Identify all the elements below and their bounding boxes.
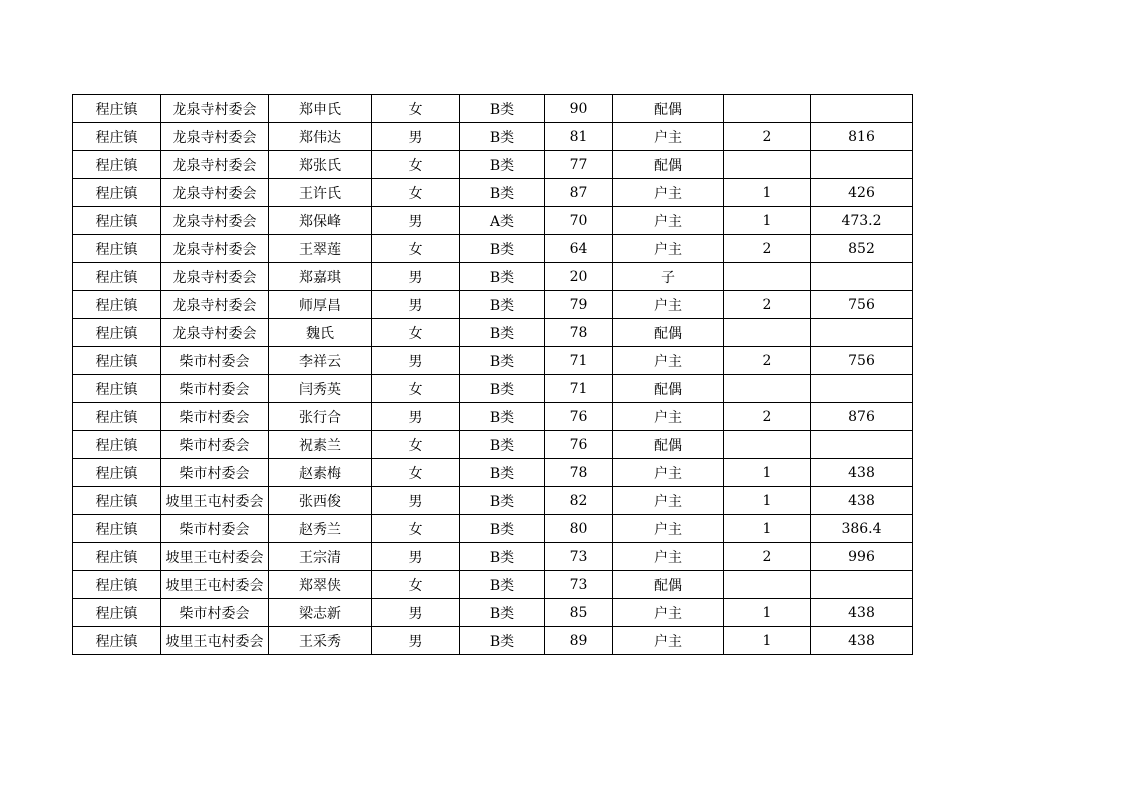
relation-cell: 户主 [613, 543, 724, 571]
amount-cell: 996 [811, 543, 913, 571]
amount-cell: 816 [811, 123, 913, 151]
table-body [73, 95, 913, 655]
name-cell: 张西俊 [269, 487, 372, 515]
table-row [73, 487, 913, 515]
amount-cell: 438 [811, 459, 913, 487]
household-count-cell [724, 375, 811, 403]
household-count-cell: 2 [724, 235, 811, 263]
category-cell: B类 [460, 403, 545, 431]
village-cell: 龙泉寺村委会 [161, 319, 269, 347]
household-count-cell: 1 [724, 627, 811, 655]
table-row [73, 431, 913, 459]
name-cell: 张行合 [269, 403, 372, 431]
relation-cell: 户主 [613, 347, 724, 375]
name-cell: 郑翠侠 [269, 571, 372, 599]
gender-cell: 女 [372, 571, 460, 599]
name-cell: 魏氏 [269, 319, 372, 347]
town-cell: 程庄镇 [73, 431, 161, 459]
relation-cell: 户主 [613, 459, 724, 487]
table-row [73, 375, 913, 403]
name-cell: 郑嘉琪 [269, 263, 372, 291]
age-cell: 82 [545, 487, 613, 515]
town-cell: 程庄镇 [73, 123, 161, 151]
age-cell: 70 [545, 207, 613, 235]
village-cell: 龙泉寺村委会 [161, 151, 269, 179]
relation-cell: 户主 [613, 487, 724, 515]
amount-cell: 852 [811, 235, 913, 263]
category-cell: B类 [460, 571, 545, 599]
category-cell: B类 [460, 319, 545, 347]
name-cell: 祝素兰 [269, 431, 372, 459]
relation-cell: 配偶 [613, 571, 724, 599]
household-count-cell: 2 [724, 347, 811, 375]
household-count-cell: 1 [724, 459, 811, 487]
village-cell: 柴市村委会 [161, 403, 269, 431]
table-row [73, 151, 913, 179]
gender-cell: 男 [372, 347, 460, 375]
name-cell: 李祥云 [269, 347, 372, 375]
town-cell: 程庄镇 [73, 179, 161, 207]
village-cell: 坡里王屯村委会 [161, 571, 269, 599]
name-cell: 闫秀英 [269, 375, 372, 403]
amount-cell [811, 95, 913, 123]
relation-cell: 配偶 [613, 431, 724, 459]
table-row [73, 571, 913, 599]
amount-cell: 386.4 [811, 515, 913, 543]
age-cell: 76 [545, 403, 613, 431]
town-cell: 程庄镇 [73, 347, 161, 375]
household-count-cell [724, 151, 811, 179]
town-cell: 程庄镇 [73, 627, 161, 655]
name-cell: 郑保峰 [269, 207, 372, 235]
relation-cell: 户主 [613, 291, 724, 319]
table-row [73, 543, 913, 571]
village-cell: 龙泉寺村委会 [161, 263, 269, 291]
household-count-cell: 2 [724, 403, 811, 431]
amount-cell [811, 375, 913, 403]
household-count-cell [724, 95, 811, 123]
gender-cell: 男 [372, 599, 460, 627]
village-cell: 龙泉寺村委会 [161, 179, 269, 207]
gender-cell: 女 [372, 515, 460, 543]
table-row [73, 95, 913, 123]
name-cell: 王翠莲 [269, 235, 372, 263]
gender-cell: 男 [372, 627, 460, 655]
category-cell: B类 [460, 291, 545, 319]
age-cell: 73 [545, 543, 613, 571]
household-count-cell: 2 [724, 543, 811, 571]
age-cell: 79 [545, 291, 613, 319]
data-table [72, 94, 913, 655]
amount-cell: 438 [811, 599, 913, 627]
relation-cell: 户主 [613, 235, 724, 263]
town-cell: 程庄镇 [73, 487, 161, 515]
age-cell: 85 [545, 599, 613, 627]
village-cell: 龙泉寺村委会 [161, 123, 269, 151]
age-cell: 90 [545, 95, 613, 123]
town-cell: 程庄镇 [73, 235, 161, 263]
town-cell: 程庄镇 [73, 599, 161, 627]
age-cell: 73 [545, 571, 613, 599]
gender-cell: 女 [372, 235, 460, 263]
amount-cell: 756 [811, 291, 913, 319]
household-count-cell [724, 571, 811, 599]
town-cell: 程庄镇 [73, 375, 161, 403]
name-cell: 郑张氏 [269, 151, 372, 179]
name-cell: 梁志新 [269, 599, 372, 627]
name-cell: 赵素梅 [269, 459, 372, 487]
table-row [73, 599, 913, 627]
town-cell: 程庄镇 [73, 291, 161, 319]
amount-cell: 876 [811, 403, 913, 431]
town-cell: 程庄镇 [73, 151, 161, 179]
relation-cell: 配偶 [613, 95, 724, 123]
household-count-cell: 1 [724, 515, 811, 543]
table-row [73, 403, 913, 431]
household-count-cell: 1 [724, 179, 811, 207]
village-cell: 柴市村委会 [161, 375, 269, 403]
name-cell: 赵秀兰 [269, 515, 372, 543]
name-cell: 郑申氏 [269, 95, 372, 123]
age-cell: 78 [545, 319, 613, 347]
village-cell: 柴市村委会 [161, 431, 269, 459]
table-row [73, 459, 913, 487]
relation-cell: 户主 [613, 179, 724, 207]
category-cell: A类 [460, 207, 545, 235]
category-cell: B类 [460, 515, 545, 543]
town-cell: 程庄镇 [73, 543, 161, 571]
age-cell: 76 [545, 431, 613, 459]
amount-cell: 473.2 [811, 207, 913, 235]
category-cell: B类 [460, 627, 545, 655]
category-cell: B类 [460, 151, 545, 179]
gender-cell: 男 [372, 263, 460, 291]
relation-cell: 户主 [613, 403, 724, 431]
age-cell: 64 [545, 235, 613, 263]
household-count-cell [724, 263, 811, 291]
household-count-cell: 1 [724, 599, 811, 627]
relation-cell: 配偶 [613, 375, 724, 403]
village-cell: 龙泉寺村委会 [161, 207, 269, 235]
village-cell: 坡里王屯村委会 [161, 543, 269, 571]
gender-cell: 女 [372, 95, 460, 123]
category-cell: B类 [460, 347, 545, 375]
relation-cell: 配偶 [613, 319, 724, 347]
relation-cell: 配偶 [613, 151, 724, 179]
town-cell: 程庄镇 [73, 515, 161, 543]
gender-cell: 男 [372, 543, 460, 571]
name-cell: 郑伟达 [269, 123, 372, 151]
household-count-cell: 1 [724, 487, 811, 515]
village-cell: 柴市村委会 [161, 515, 269, 543]
age-cell: 89 [545, 627, 613, 655]
table-row [73, 347, 913, 375]
age-cell: 87 [545, 179, 613, 207]
age-cell: 78 [545, 459, 613, 487]
age-cell: 20 [545, 263, 613, 291]
town-cell: 程庄镇 [73, 403, 161, 431]
table-row [73, 123, 913, 151]
category-cell: B类 [460, 459, 545, 487]
village-cell: 龙泉寺村委会 [161, 291, 269, 319]
amount-cell [811, 263, 913, 291]
table-row [73, 207, 913, 235]
household-count-cell: 2 [724, 291, 811, 319]
town-cell: 程庄镇 [73, 319, 161, 347]
household-count-cell: 2 [724, 123, 811, 151]
town-cell: 程庄镇 [73, 459, 161, 487]
village-cell: 龙泉寺村委会 [161, 95, 269, 123]
category-cell: B类 [460, 123, 545, 151]
town-cell: 程庄镇 [73, 571, 161, 599]
village-cell: 柴市村委会 [161, 599, 269, 627]
category-cell: B类 [460, 375, 545, 403]
amount-cell [811, 431, 913, 459]
gender-cell: 女 [372, 459, 460, 487]
name-cell: 王宗清 [269, 543, 372, 571]
amount-cell: 438 [811, 627, 913, 655]
table-row [73, 263, 913, 291]
amount-cell: 438 [811, 487, 913, 515]
town-cell: 程庄镇 [73, 95, 161, 123]
gender-cell: 男 [372, 487, 460, 515]
amount-cell [811, 319, 913, 347]
gender-cell: 女 [372, 431, 460, 459]
age-cell: 71 [545, 375, 613, 403]
age-cell: 80 [545, 515, 613, 543]
town-cell: 程庄镇 [73, 207, 161, 235]
category-cell: B类 [460, 543, 545, 571]
name-cell: 师厚昌 [269, 291, 372, 319]
village-cell: 坡里王屯村委会 [161, 487, 269, 515]
gender-cell: 男 [372, 291, 460, 319]
household-count-cell: 1 [724, 207, 811, 235]
gender-cell: 男 [372, 207, 460, 235]
table-row [73, 319, 913, 347]
relation-cell: 户主 [613, 627, 724, 655]
village-cell: 坡里王屯村委会 [161, 627, 269, 655]
relation-cell: 户主 [613, 599, 724, 627]
relation-cell: 子 [613, 263, 724, 291]
relation-cell: 户主 [613, 207, 724, 235]
category-cell: B类 [460, 95, 545, 123]
category-cell: B类 [460, 179, 545, 207]
village-cell: 柴市村委会 [161, 347, 269, 375]
table-row [73, 515, 913, 543]
category-cell: B类 [460, 599, 545, 627]
gender-cell: 女 [372, 319, 460, 347]
table-row [73, 291, 913, 319]
amount-cell: 426 [811, 179, 913, 207]
table-row [73, 235, 913, 263]
gender-cell: 女 [372, 375, 460, 403]
relation-cell: 户主 [613, 515, 724, 543]
name-cell: 王采秀 [269, 627, 372, 655]
relation-cell: 户主 [613, 123, 724, 151]
age-cell: 71 [545, 347, 613, 375]
household-count-cell [724, 319, 811, 347]
table-row [73, 627, 913, 655]
amount-cell [811, 151, 913, 179]
category-cell: B类 [460, 235, 545, 263]
gender-cell: 男 [372, 123, 460, 151]
gender-cell: 女 [372, 151, 460, 179]
amount-cell: 756 [811, 347, 913, 375]
category-cell: B类 [460, 263, 545, 291]
category-cell: B类 [460, 487, 545, 515]
category-cell: B类 [460, 431, 545, 459]
household-count-cell [724, 431, 811, 459]
amount-cell [811, 571, 913, 599]
age-cell: 77 [545, 151, 613, 179]
gender-cell: 女 [372, 179, 460, 207]
table-row [73, 179, 913, 207]
age-cell: 81 [545, 123, 613, 151]
gender-cell: 男 [372, 403, 460, 431]
name-cell: 王许氏 [269, 179, 372, 207]
town-cell: 程庄镇 [73, 263, 161, 291]
village-cell: 柴市村委会 [161, 459, 269, 487]
village-cell: 龙泉寺村委会 [161, 235, 269, 263]
